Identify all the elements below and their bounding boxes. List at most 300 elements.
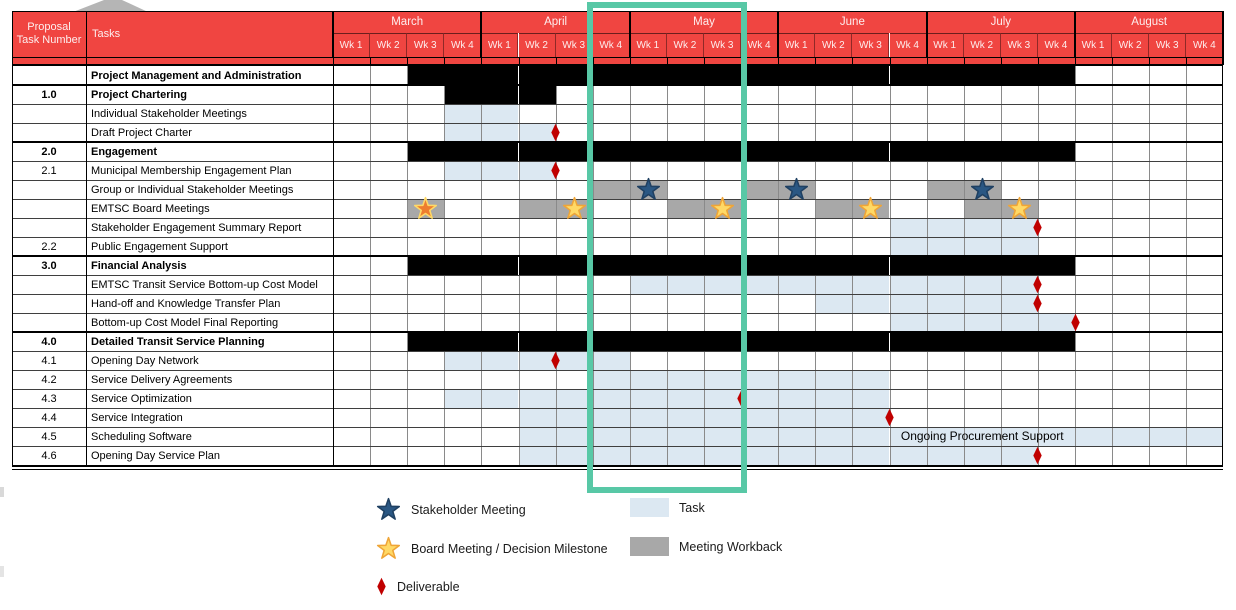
grid-line xyxy=(519,104,520,123)
grid-line xyxy=(444,427,445,446)
section-bar-cell xyxy=(481,332,518,351)
grid-line xyxy=(444,370,445,389)
grid-line xyxy=(519,351,520,370)
strip-tick xyxy=(778,57,779,65)
grid-line xyxy=(1112,85,1113,104)
section-bar-cell xyxy=(481,85,518,104)
strip-tick xyxy=(556,57,557,65)
grid-line xyxy=(1186,66,1187,85)
grid-line xyxy=(815,123,816,142)
grid-line xyxy=(964,104,965,123)
grid-line xyxy=(964,294,965,313)
grid-line xyxy=(519,218,520,237)
grid-line xyxy=(852,351,853,370)
grid-line xyxy=(556,275,557,294)
grid-line xyxy=(556,237,557,256)
grid-line xyxy=(778,104,779,123)
grid-line xyxy=(852,427,853,446)
grid-line xyxy=(370,427,371,446)
grid-line xyxy=(1149,351,1150,370)
task-bar-cell xyxy=(927,294,964,313)
grid-line xyxy=(1149,408,1150,427)
task-number-cell: 1.0 xyxy=(41,88,57,101)
task-bar-cell xyxy=(890,294,927,313)
grid-line xyxy=(778,161,779,180)
grid-line xyxy=(481,427,482,446)
task-bar-cell xyxy=(852,275,889,294)
grid-line xyxy=(370,180,371,199)
section-bar-cell xyxy=(1038,256,1075,275)
grid-line xyxy=(1149,142,1150,161)
grid-line xyxy=(370,446,371,465)
week-header: Wk 1 xyxy=(1075,33,1112,57)
task-bar-cell xyxy=(778,408,815,427)
grid-line xyxy=(1001,85,1002,104)
grid-line xyxy=(1112,313,1113,332)
deliverable-diamond-icon xyxy=(376,577,387,596)
grid-line xyxy=(370,408,371,427)
legend-item-meeting-workback xyxy=(630,537,782,556)
strip-tick xyxy=(890,57,891,65)
grid-line xyxy=(1149,237,1150,256)
grid-line xyxy=(481,237,482,256)
section-bar-cell xyxy=(1038,66,1075,85)
week-header: Wk 2 xyxy=(370,33,407,57)
grid-line xyxy=(1149,389,1150,408)
grid-line xyxy=(407,104,408,123)
grid-line xyxy=(778,294,779,313)
deliverable-diamond-icon xyxy=(1032,275,1043,294)
grid-line xyxy=(481,446,482,465)
grid-line xyxy=(890,123,891,142)
grid-line xyxy=(778,446,779,465)
grid-line xyxy=(481,123,482,142)
grid-line xyxy=(927,275,928,294)
task-bar-cell xyxy=(890,446,927,465)
task-bar-cell xyxy=(815,389,852,408)
grid-line xyxy=(1186,123,1187,142)
grid-line xyxy=(556,180,557,199)
grid-line xyxy=(1038,351,1039,370)
grid-line xyxy=(927,180,928,199)
week-header: Wk 3 xyxy=(1001,33,1038,57)
section-bar-cell xyxy=(519,256,556,275)
week-header: Wk 4 xyxy=(1038,33,1075,57)
grid-line xyxy=(407,199,408,218)
grid-line xyxy=(1112,446,1113,465)
grid-line xyxy=(1001,446,1002,465)
grid-line xyxy=(1112,408,1113,427)
month-separator-line xyxy=(1074,11,1076,57)
section-bar-cell xyxy=(852,332,889,351)
task-bar-cell xyxy=(815,446,852,465)
grid-line xyxy=(1149,275,1150,294)
grid-line xyxy=(519,446,520,465)
week-header: Wk 3 xyxy=(852,33,889,57)
grid-line xyxy=(1001,161,1002,180)
grid-line xyxy=(519,427,520,446)
section-bar-cell xyxy=(778,66,815,85)
grid-line xyxy=(407,332,408,351)
legend-item-stakeholder-meeting xyxy=(376,497,526,522)
task-bar-cell xyxy=(1112,427,1149,446)
grid-line xyxy=(370,256,371,275)
grid-line xyxy=(890,313,891,332)
grid-line xyxy=(1186,351,1187,370)
grid-line xyxy=(778,85,779,104)
grid-line xyxy=(1112,123,1113,142)
grid-line xyxy=(407,85,408,104)
grid-line xyxy=(1038,104,1039,123)
grid-line xyxy=(1112,218,1113,237)
section-bar-cell xyxy=(852,66,889,85)
grid-line xyxy=(1112,237,1113,256)
bar-label: Ongoing Procurement Support xyxy=(900,429,1064,443)
task-name-cell: Stakeholder Engagement Summary Report xyxy=(91,221,302,234)
grid-line xyxy=(1149,218,1150,237)
grid-line xyxy=(815,408,816,427)
board-star-icon xyxy=(413,196,438,221)
grid-line xyxy=(1038,180,1039,199)
grid-line xyxy=(444,408,445,427)
task-bar-cell xyxy=(964,313,1001,332)
task-name-cell: Service Delivery Agreements xyxy=(91,373,233,386)
grid-line xyxy=(1075,389,1076,408)
grid-line xyxy=(1001,199,1002,218)
deliverable-diamond-icon xyxy=(550,123,561,142)
section-bar-cell xyxy=(890,66,927,85)
grid-line xyxy=(444,446,445,465)
week-header: Wk 1 xyxy=(927,33,964,57)
grid-line xyxy=(890,85,891,104)
task-bar-cell xyxy=(890,237,927,256)
grid-line xyxy=(852,180,853,199)
task-number-cell xyxy=(12,218,86,237)
section-bar-cell xyxy=(407,332,444,351)
grid-line xyxy=(556,104,557,123)
grid-line xyxy=(852,389,853,408)
section-bar-cell xyxy=(1001,256,1038,275)
section-bar-cell xyxy=(778,142,815,161)
grid-line xyxy=(890,351,891,370)
task-name-cell: Scheduling Software xyxy=(91,430,192,443)
section-bar-cell xyxy=(927,256,964,275)
section-bar-cell xyxy=(444,66,481,85)
column-header-line2: Task Number xyxy=(16,34,82,46)
grid-line xyxy=(481,351,482,370)
grid-line xyxy=(370,218,371,237)
grid-line xyxy=(444,180,445,199)
week-header: Wk 4 xyxy=(1186,33,1223,57)
grid-line xyxy=(1075,66,1076,85)
grid-line xyxy=(1186,218,1187,237)
grid-line xyxy=(1112,351,1113,370)
task-bar-cell xyxy=(964,446,1001,465)
section-bar-cell xyxy=(852,142,889,161)
grid-line xyxy=(852,313,853,332)
deliverable-diamond-icon xyxy=(1070,313,1081,332)
task-number-cell xyxy=(12,123,86,142)
grid-line xyxy=(815,370,816,389)
grid-line xyxy=(815,275,816,294)
task-bar-cell xyxy=(519,408,556,427)
task-bar-cell xyxy=(444,123,481,142)
grid-line xyxy=(852,218,853,237)
grid-line xyxy=(1112,142,1113,161)
grid-line xyxy=(1149,313,1150,332)
strip-tick xyxy=(407,57,408,65)
grid-line xyxy=(852,161,853,180)
grid-line xyxy=(370,389,371,408)
grid-line xyxy=(1075,104,1076,123)
deliverable-diamond-icon xyxy=(550,351,561,370)
grid-line xyxy=(964,199,965,218)
grid-line xyxy=(852,408,853,427)
table-vertical-border xyxy=(333,11,334,465)
grid-line xyxy=(852,104,853,123)
strip-tick xyxy=(1149,57,1150,65)
grid-line xyxy=(1075,370,1076,389)
grid-line xyxy=(1001,218,1002,237)
grid-line xyxy=(1186,332,1187,351)
grid-line xyxy=(964,389,965,408)
grid-line xyxy=(815,351,816,370)
grid-line xyxy=(964,370,965,389)
grid-line xyxy=(481,275,482,294)
grid-line xyxy=(1186,370,1187,389)
grid-line xyxy=(964,408,965,427)
grid-line xyxy=(556,408,557,427)
grid-line xyxy=(407,161,408,180)
week-header: Wk 2 xyxy=(815,33,852,57)
task-bar-cell xyxy=(964,294,1001,313)
grid-line xyxy=(481,408,482,427)
section-bar-cell xyxy=(519,66,556,85)
task-bar-cell xyxy=(852,446,889,465)
grid-line xyxy=(927,218,928,237)
week-header: Wk 1 xyxy=(630,33,667,57)
grid-line xyxy=(407,237,408,256)
task-number-cell: 4.1 xyxy=(41,354,57,367)
grid-line xyxy=(1149,199,1150,218)
month-header: August xyxy=(1075,11,1223,33)
grid-line xyxy=(1112,66,1113,85)
grid-line xyxy=(1149,66,1150,85)
grid-line xyxy=(1186,180,1187,199)
task-bar-cell xyxy=(890,275,927,294)
stakeholder-star-icon xyxy=(970,177,995,202)
month-header: April xyxy=(481,11,629,33)
task-number-cell: 3.0 xyxy=(41,259,57,272)
task-bar-cell xyxy=(1075,427,1112,446)
strip-tick xyxy=(927,57,928,65)
section-bar-cell xyxy=(444,332,481,351)
week-header: Wk 4 xyxy=(741,33,778,57)
task-bar-cell xyxy=(964,218,1001,237)
month-header: March xyxy=(333,11,481,33)
grid-line xyxy=(444,85,445,104)
grid-line xyxy=(1112,256,1113,275)
section-bar-cell xyxy=(890,256,927,275)
strip-tick xyxy=(1186,57,1187,65)
task-bar-cell xyxy=(519,427,556,446)
grid-line xyxy=(1001,351,1002,370)
grid-line xyxy=(815,104,816,123)
highlight-rectangle xyxy=(587,2,747,493)
task-bar-cell xyxy=(927,313,964,332)
grid-line xyxy=(370,161,371,180)
legend-label: Board Meeting / Decision Milestone xyxy=(411,541,608,556)
strip-tick xyxy=(370,57,371,65)
section-bar-cell xyxy=(481,256,518,275)
task-bar-cell xyxy=(927,446,964,465)
grid-line xyxy=(890,370,891,389)
grid-line xyxy=(778,237,779,256)
grid-line xyxy=(1186,161,1187,180)
grid-line xyxy=(927,123,928,142)
grid-line xyxy=(1186,389,1187,408)
grid-line xyxy=(481,389,482,408)
grid-line xyxy=(1149,85,1150,104)
week-header: Wk 3 xyxy=(556,33,593,57)
section-bar-cell xyxy=(1038,142,1075,161)
legend-item-task xyxy=(630,498,705,517)
grid-line xyxy=(370,123,371,142)
strip-tick xyxy=(815,57,816,65)
grid-line xyxy=(927,85,928,104)
task-number-cell: 4.0 xyxy=(41,335,57,348)
grid-line xyxy=(964,275,965,294)
grid-line xyxy=(370,199,371,218)
grid-line xyxy=(815,161,816,180)
grid-line xyxy=(444,199,445,218)
grid-line xyxy=(481,218,482,237)
task-name-cell: Individual Stakeholder Meetings xyxy=(91,107,247,120)
legend-item-deliverable xyxy=(376,577,460,596)
grid-line xyxy=(556,370,557,389)
grid-line xyxy=(1186,446,1187,465)
grid-line xyxy=(852,85,853,104)
grid-line xyxy=(407,427,408,446)
task-number-cell: 2.2 xyxy=(41,240,57,253)
task-name-cell: Hand-off and Knowledge Transfer Plan xyxy=(91,297,281,310)
task-bar-cell xyxy=(852,294,889,313)
strip-tick xyxy=(964,57,965,65)
week-header: Wk 3 xyxy=(407,33,444,57)
task-number-cell xyxy=(12,66,86,85)
section-bar-cell xyxy=(815,142,852,161)
grid-line xyxy=(1001,123,1002,142)
task-name-cell: Detailed Transit Service Planning xyxy=(91,335,265,348)
section-bar-cell xyxy=(444,256,481,275)
grid-line xyxy=(815,237,816,256)
grid-line xyxy=(815,313,816,332)
task-bar-cell xyxy=(444,104,481,123)
task-number-cell: 2.1 xyxy=(41,164,57,177)
strip-tick xyxy=(1001,57,1002,65)
section-bar-cell xyxy=(407,256,444,275)
workback-bar-cell xyxy=(519,199,556,218)
grid-line xyxy=(815,218,816,237)
grid-line xyxy=(852,446,853,465)
grid-line xyxy=(1112,180,1113,199)
legend-label: Deliverable xyxy=(397,579,460,594)
grid-line xyxy=(1075,256,1076,275)
task-name-cell: Opening Day Service Plan xyxy=(91,449,221,462)
grid-line xyxy=(1075,85,1076,104)
grid-line xyxy=(964,351,965,370)
task-name-cell: Project Management and Administration xyxy=(91,69,302,82)
board-star-icon xyxy=(376,536,401,561)
grid-line xyxy=(444,313,445,332)
grid-line xyxy=(1149,294,1150,313)
task-bar-cell xyxy=(481,161,518,180)
section-bar-cell xyxy=(481,142,518,161)
month-separator-line xyxy=(777,11,779,57)
grid-line xyxy=(1186,275,1187,294)
task-bar-cell xyxy=(778,389,815,408)
grid-line xyxy=(370,351,371,370)
strip-tick xyxy=(852,57,853,65)
grid-line xyxy=(1075,218,1076,237)
section-bar-cell xyxy=(519,85,556,104)
task-bar-cell xyxy=(890,218,927,237)
grid-line xyxy=(964,180,965,199)
grid-line xyxy=(481,104,482,123)
grid-line xyxy=(519,275,520,294)
grid-line xyxy=(1075,180,1076,199)
section-bar-cell xyxy=(519,142,556,161)
grid-line xyxy=(1112,427,1113,446)
grid-line xyxy=(1112,161,1113,180)
grid-line xyxy=(444,104,445,123)
task-bar-cell xyxy=(481,104,518,123)
grid-line xyxy=(1186,427,1187,446)
grid-line xyxy=(407,408,408,427)
grid-line xyxy=(370,370,371,389)
grid-line xyxy=(1149,180,1150,199)
grid-line xyxy=(556,294,557,313)
grid-line xyxy=(964,123,965,142)
grid-line xyxy=(370,313,371,332)
grid-line xyxy=(444,123,445,142)
task-bar-cell xyxy=(964,275,1001,294)
task-bar-cell xyxy=(444,351,481,370)
month-separator-line xyxy=(926,11,928,57)
grid-line xyxy=(407,294,408,313)
workback-bar-cell xyxy=(815,199,852,218)
task-bar-cell xyxy=(778,275,815,294)
strip-tick xyxy=(444,57,445,65)
grid-line xyxy=(1001,408,1002,427)
grid-line xyxy=(1075,408,1076,427)
grid-line xyxy=(370,332,371,351)
board-star-icon xyxy=(858,196,883,221)
section-bar-cell xyxy=(964,332,1001,351)
grid-line xyxy=(964,161,965,180)
week-header: Wk 2 xyxy=(964,33,1001,57)
grid-line xyxy=(1112,199,1113,218)
grid-line xyxy=(444,275,445,294)
grid-line xyxy=(1186,237,1187,256)
task-bar-cell xyxy=(815,370,852,389)
table-vertical-border xyxy=(12,11,13,465)
task-bar-cell xyxy=(481,351,518,370)
section-bar-cell xyxy=(407,66,444,85)
grid-line xyxy=(407,218,408,237)
grid-line xyxy=(407,275,408,294)
strip-tick xyxy=(481,57,482,65)
